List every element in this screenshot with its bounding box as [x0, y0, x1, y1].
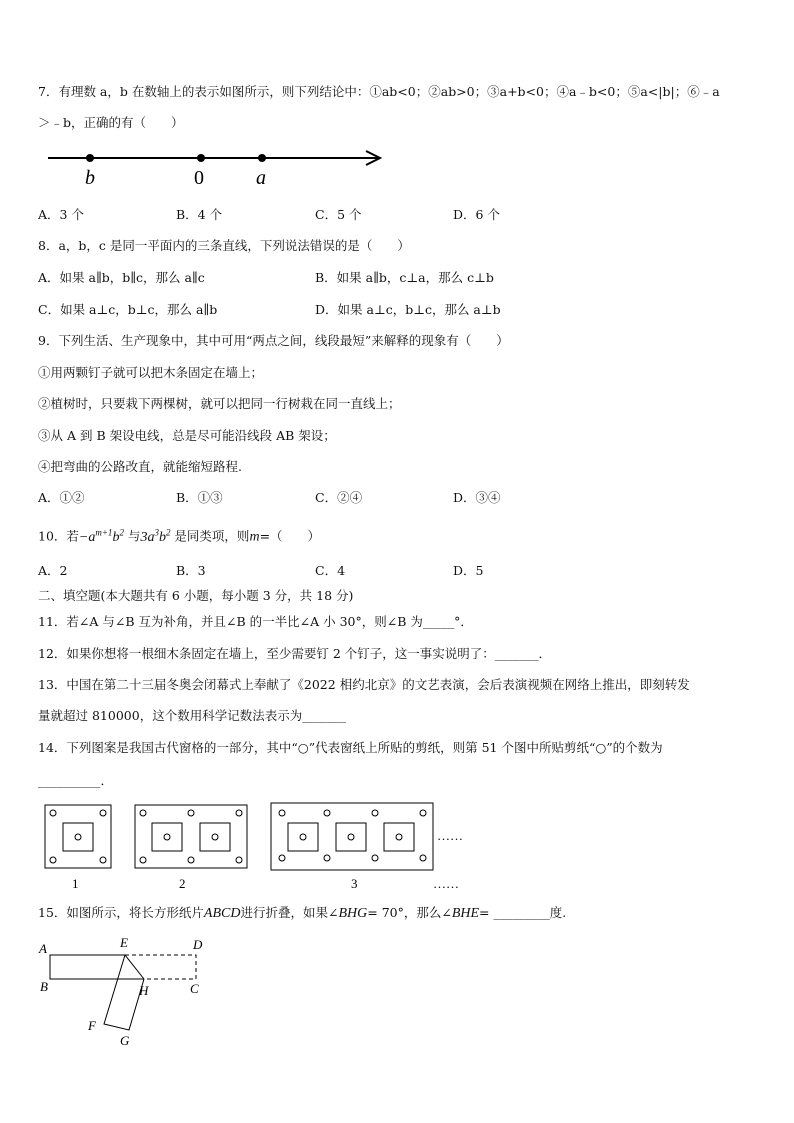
pattern-ellipsis-bottom: …… — [433, 876, 459, 891]
point-c-label: C — [190, 981, 199, 996]
pattern-2 — [135, 805, 247, 868]
q9-item-1: ①用两颗钉子就可以把木条固定在墙上； — [38, 365, 264, 380]
q9-option-a[interactable]: A．①② — [38, 490, 85, 505]
q8-option-b[interactable]: B．如果 a∥b，c⊥a，那么 c⊥b — [315, 270, 494, 285]
q12-stem: 12．如果你想将一根细木条固定在墙上，至少需要钉 2 个钉子，这一事实说明了：_______． — [38, 646, 552, 661]
point-e-label: E — [120, 935, 128, 950]
q10-stem-part-c: 是同类项，则 — [174, 528, 250, 544]
q9-option-d[interactable]: D．③④ — [453, 490, 501, 505]
q10-option-d[interactable]: D．5 — [453, 563, 484, 578]
q13-stem-line2: 量就超过 810000，这个数用科学记数法表示为_______ — [38, 708, 346, 723]
q14-stem-line1: 14．下列图案是我国古代窗格的一部分，其中“○”代表窗纸上所贴的剪纸，则第 51 个图中所贴剪纸“○”的个数为 — [38, 740, 663, 755]
pattern-ellipsis-top: …… — [437, 828, 463, 843]
q9-stem: 9．下列生活、生产现象中，其中可用“两点之间，线段最短”来解释的现象有（ ） — [38, 333, 509, 348]
q10-variable-m: m — [249, 529, 260, 545]
pattern-3-label: 3 — [351, 876, 358, 891]
q15-abcd: ABCD — [203, 906, 241, 921]
q10-term1-exponent: m+1 — [95, 527, 113, 537]
point-f-label: F — [88, 1018, 96, 1033]
q10-stem — [38, 524, 320, 546]
q9-option-b[interactable]: B．①③ — [176, 490, 223, 505]
q15-stem-part-b: 进行折叠，如果∠ — [240, 905, 339, 920]
pattern-1 — [45, 805, 111, 868]
q15-stem — [38, 905, 566, 922]
q10-stem-part-d: =（ ） — [259, 528, 321, 544]
q15-stem-part-c: = 70°，那么∠ — [367, 905, 452, 920]
q11-stem: 11．若∠A 与∠B 互为补角，并且∠B 的一半比∠A 小 30°，则∠B 为_____°． — [38, 614, 473, 629]
q7-option-a[interactable]: A．3 个 — [38, 207, 84, 222]
point-h-label: H — [139, 983, 149, 998]
q15-stem-part-d: = _________度. — [479, 905, 567, 920]
q7-stem-line2: ＞﹣b，正确的有（ ） — [38, 115, 184, 130]
q13-stem-line1: 13．中国在第二十三届冬奥会闭幕式上奉献了《2022 相约北京》的文艺表演，会后表演视频在网络上推出，即刻转发 — [38, 677, 690, 692]
q10-option-c[interactable]: C．4 — [315, 563, 346, 578]
q9-option-c[interactable]: C．②④ — [315, 490, 363, 505]
q10-term2-b: b — [158, 529, 166, 545]
number-line-label-0: 0 — [194, 167, 204, 189]
folded-rectangle-figure — [36, 935, 216, 1050]
q7-option-c[interactable]: C．5 个 — [315, 207, 362, 222]
q7-option-d[interactable]: D．6 个 — [453, 207, 500, 222]
q10-stem-part-b: 与 — [127, 528, 141, 544]
q9-item-2: ②植树时，只要栽下两棵树，就可以把同一行树栽在同一直线上； — [38, 396, 401, 411]
point-a-label: A — [39, 941, 47, 956]
q8-option-a[interactable]: A．如果 a∥b，b∥c，那么 a∥c — [38, 270, 205, 285]
q10-term1 — [78, 527, 124, 545]
q10-term1-b: b — [112, 529, 120, 545]
q10-term2-base: 3a — [140, 529, 155, 545]
q10-term2-exponent: 3 — [154, 527, 159, 537]
q15-stem-part-a: 15．如图所示，将长方形纸片 — [38, 905, 204, 920]
pattern-1-label: 1 — [72, 876, 79, 891]
q14-stem-line2: __________． — [38, 773, 114, 788]
pattern-3 — [271, 803, 433, 870]
q10-option-a[interactable]: A．2 — [38, 563, 68, 578]
q15-bhg: BHG — [338, 906, 368, 921]
number-line-label-a: a — [256, 167, 266, 189]
q10-stem-part-a: 10．若 — [38, 528, 79, 544]
q8-option-c[interactable]: C．如果 a⊥c，b⊥c，那么 a∥b — [38, 302, 218, 317]
q10-term2 — [140, 527, 171, 545]
q7-option-b[interactable]: B．4 个 — [176, 207, 223, 222]
q9-item-4: ④把弯曲的公路改直，就能缩短路程. — [38, 459, 242, 474]
q10-term2-b-exponent: 2 — [165, 527, 171, 537]
q10-option-b[interactable]: B．3 — [176, 563, 206, 578]
point-d-label: D — [193, 937, 203, 952]
q8-option-d[interactable]: D．如果 a⊥c，b⊥c，那么 a⊥b — [315, 302, 501, 317]
q9-item-3: ③从 A 到 B 架设电线，总是尽可能沿线段 AB 架设； — [38, 428, 336, 443]
q10-term1-b-exponent: 2 — [119, 527, 124, 537]
q15-bhe: BHE — [451, 906, 480, 921]
section-2-heading: 二、填空题(本大题共有 6 小题，每小题 3 分，共 18 分) — [38, 588, 354, 603]
q10-term1-base: −a — [78, 529, 96, 545]
q7-stem-line1: 7．有理数 a，b 在数轴上的表示如图所示，则下列结论中：①ab<0；②ab>0；③a+b<0；④a﹣b<0；⑤a<|b|；⑥﹣a — [38, 84, 720, 99]
number-line-figure — [40, 145, 400, 190]
window-pattern-figure — [40, 798, 480, 898]
point-g-label: G — [120, 1033, 130, 1048]
number-line-label-b: b — [85, 167, 95, 189]
pattern-2-label: 2 — [179, 876, 186, 891]
q8-stem: 8．a，b，c 是同一平面内的三条直线，下列说法错误的是（ ） — [38, 238, 410, 253]
point-b-label: B — [40, 979, 48, 994]
